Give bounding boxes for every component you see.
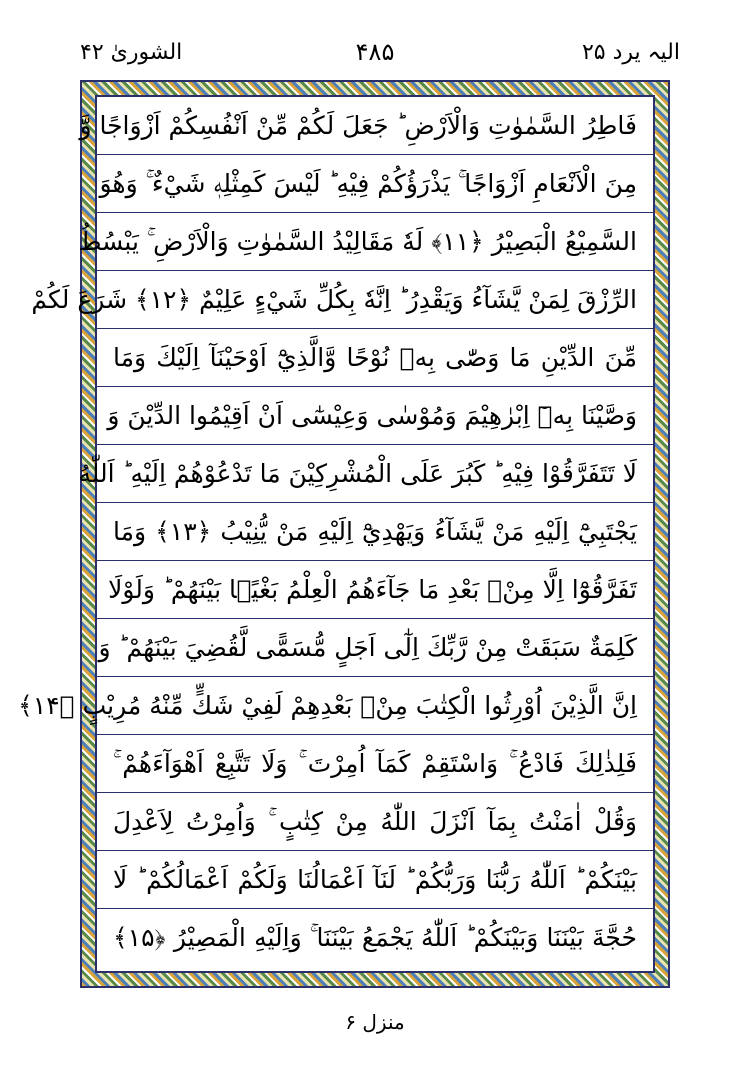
header-surah-juz-right: الیہ یرد ۲۵ (581, 40, 680, 65)
verse-line: يَجْتَبِيْٓ اِلَيْهِ مَنْ يَّشَآءُ وَيَهْدِيْٓ اِلَيْهِ مَنْ يُّنِيْبُ ﴿۱۳﴾ وَمَا (97, 503, 653, 561)
verse-line: فَاطِرُ السَّمٰوٰتِ وَالْاَرْضِ ؕ جَعَلَ لَكُمْ مِّنْ اَنْفُسِكُمْ اَزْوَاجًا وَّ (97, 97, 653, 155)
verse-line: وَصَّيْنَا بِهٖٓ اِبْرٰهِيْمَ وَمُوْسٰى وَعِيْسٰٓى اَنْ اَقِيْمُوا الدِّيْنَ وَ (97, 387, 653, 445)
page-number: ۴۸۵ (355, 38, 395, 66)
verse-line: حُجَّةَ بَيْنَنَا وَبَيْنَكُمْ ؕ اَللّٰهُ يَجْمَعُ بَيْنَنَا ۚ وَاِلَيْهِ الْمَصِيْرُ ﴿۱۵﴾ (113, 923, 637, 952)
verse-line: وَقُلْ اٰمَنْتُ بِمَآ اَنْزَلَ اللّٰهُ مِنْ كِتٰبٍ ۚ وَاُمِرْتُ لِاَعْدِلَ (97, 793, 653, 851)
verse-line: السَّمِيْعُ الْبَصِيْرُ ﴿۱۱﴾ لَهٗ مَقَالِيْدُ السَّمٰوٰتِ وَالْاَرْضِ ۚ يَبْسُطُ (97, 213, 653, 271)
verse-line: تَفَرَّقُوْٓا اِلَّا مِنْۢ بَعْدِ مَا جَآءَهُمُ الْعِلْمُ بَغْيًۢا بَيْنَهُمْ ؕ وَلَوْلَا (97, 561, 653, 619)
verse-line: فَلِذٰلِكَ فَادْعُ ۚ وَاسْتَقِمْ كَمَآ اُمِرْتَ ۚ وَلَا تَتَّبِعْ اَهْوَآءَهُمْ ۚ (97, 735, 653, 793)
verse-line: بَيْنَكُمْ ؕ اَللّٰهُ رَبُّنَا وَرَبُّكُمْ ؕ لَنَآ اَعْمَالُنَا وَلَكُمْ اَعْمَالُكُمْ ؕ لَا (97, 851, 653, 909)
text-panel (18, 95, 655, 973)
verse-lines (18, 97, 653, 971)
decorative-border-frame (18, 80, 670, 988)
verse-line: مِّنَ الدِّيْنِ مَا وَصّٰى بِهٖ نُوْحًا وَّالَّذِيْٓ اَوْحَيْنَآ اِلَيْكَ وَمَا (97, 329, 653, 387)
verse-line: كَلِمَةٌ سَبَقَتْ مِنْ رَّبِّكَ اِلٰٓى اَجَلٍ مُّسَمًّى لَّقُضِيَ بَيْنَهُمْ ؕ وَ (97, 619, 653, 677)
verse-line: اِنَّ الَّذِيْنَ اُوْرِثُوا الْكِتٰبَ مِنْۢ بَعْدِهِمْ لَفِيْ شَكٍّ مِّنْهُ مُرِيْبٍ ﴿۱۴﴾ (97, 677, 653, 735)
verse-line: الرِّزْقَ لِمَنْ يَّشَآءُ وَيَقْدِرُ ؕ اِنَّهٗ بِكُلِّ شَيْءٍ عَلِيْمٌ ﴿۱۲﴾ شَرَعَ لَكُمْ (97, 271, 653, 329)
header-surah-name-left: الشوریٰ ۴۲ (80, 40, 183, 65)
verse-line: لَا تَتَفَرَّقُوْا فِيْهِ ؕ كَبُرَ عَلَى الْمُشْرِكِيْنَ مَا تَدْعُوْهُمْ اِلَيْهِ ؕ اَللّٰهُ (97, 445, 653, 503)
verse-line: مِنَ الْاَنْعَامِ اَزْوَاجًا ۚ يَذْرَؤُكُمْ فِيْهِ ؕ لَيْسَ كَمِثْلِهٖ شَيْءٌ ۚ وَهُوَ (97, 155, 653, 213)
manzil-footer: منزل ۶ (345, 1010, 405, 1034)
